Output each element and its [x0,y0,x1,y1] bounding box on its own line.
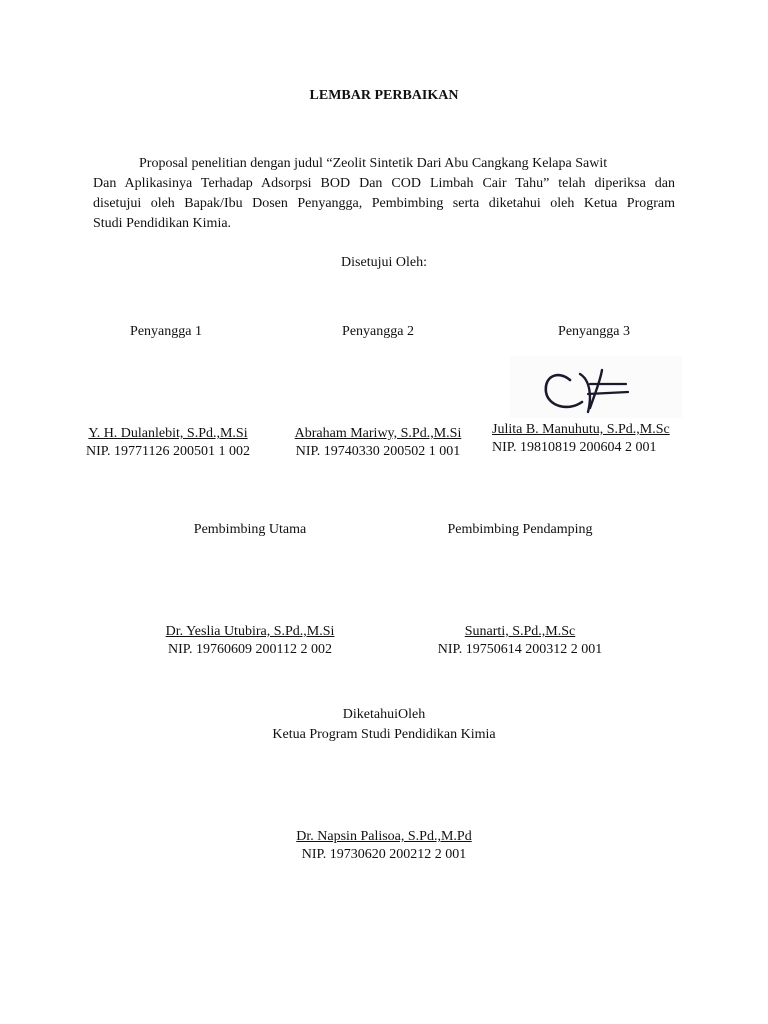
penyangga-1-role: Penyangga 1 [130,324,202,339]
pembimbing-pendamping-role: Pembimbing Pendamping [447,522,593,537]
proposal-paragraph [93,154,675,234]
pembimbing-utama-nip: NIP. 19760609 200112 2 002 [168,642,332,657]
pembimbing-pendamping-name: Sunarti, S.Pd.,M.Sc [464,624,576,639]
penyangga-3-signature [510,356,682,418]
pembimbing-utama-role: Pembimbing Utama [193,522,307,537]
acknowledged-name: Dr. Napsin Palisoa, S.Pd.,M.Pd [296,829,472,844]
pembimbing-utama-block [140,623,360,659]
paragraph-line-1: Proposal penelitian dengan judul “Zeolit Sintetik Dari Abu Cangkang Kelapa Sawit [139,156,608,171]
paragraph-line-4: Studi Pendidikan Kimia. [93,216,232,231]
paragraph-line-2: Dan Aplikasinya Terhadap Adsorpsi BOD Dan COD Limbah Cair Tahu” telah diperiksa dan [93,176,675,191]
penyangga-2-nip: NIP. 19740330 200502 1 001 [295,444,461,459]
penyangga-3-block [492,421,712,457]
penyangga-1-block [70,425,266,461]
penyangga-1-nip: NIP. 19771126 200501 1 002 [86,444,250,459]
acknowledged-position: Ketua Program Studi Pendidikan Kimia [272,727,496,742]
pembimbing-utama-name: Dr. Yeslia Utubira, S.Pd.,M.Si [165,624,335,639]
penyangga-3-role: Penyangga 3 [558,324,630,339]
acknowledged-header [0,706,768,744]
penyangga-3-nip: NIP. 19810819 200604 2 001 [492,440,657,455]
penyangga-2-name: Abraham Mariwy, S.Pd.,M.Si [294,426,462,441]
approved-by-label: Disetujui Oleh: [341,255,427,270]
paragraph-line-3: disetujui oleh Bapak/Ibu Dosen Penyangga, Pembimbing serta diketahui oleh Ketua Program [93,196,675,211]
penyangga-3-name: Julita B. Manuhutu, S.Pd.,M.Sc [492,422,670,437]
pembimbing-pendamping-block [410,623,630,659]
penyangga-2-block [280,425,476,461]
page-title: LEMBAR PERBAIKAN [309,88,459,103]
pembimbing-pendamping-nip: NIP. 19750614 200312 2 001 [437,642,603,657]
penyangga-1-name: Y. H. Dulanlebit, S.Pd.,M.Si [88,426,248,441]
acknowledged-label: DiketahuiOleh [342,707,426,722]
acknowledged-nip: NIP. 19730620 200212 2 001 [301,847,467,862]
acknowledged-block [0,828,768,864]
penyangga-2-role: Penyangga 2 [342,324,414,339]
